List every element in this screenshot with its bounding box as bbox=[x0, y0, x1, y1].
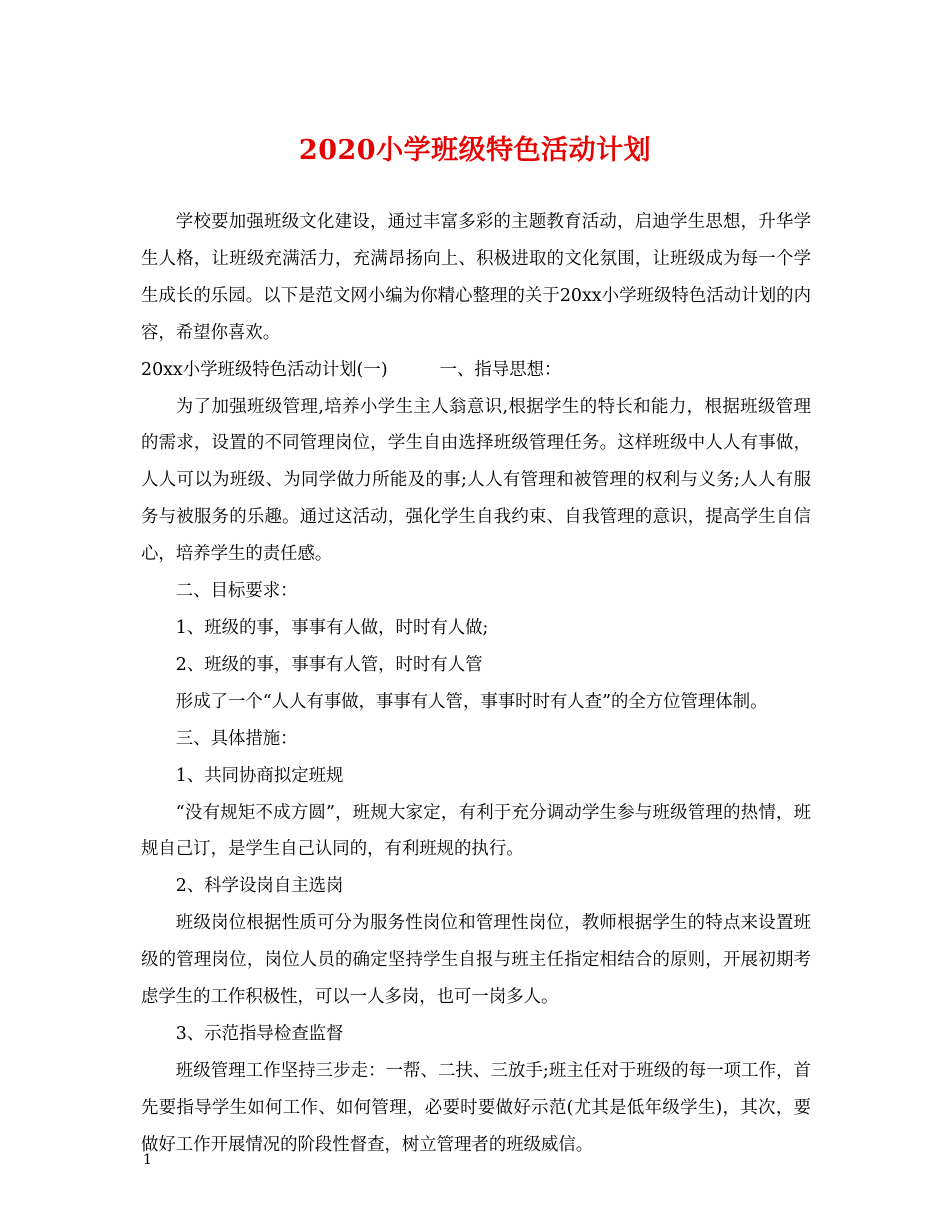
goal-summary: 形成了一个“人人有事做，事事有人管，事事时时有人查”的全方位管理体制。 bbox=[175, 691, 768, 712]
section3-heading: 三、具体措施： bbox=[175, 728, 298, 749]
measure1-paragraph: “没有规矩不成方圆”，班规大家定，有利于充分调动学生参与班级管理的热情，班规自己订，是学生自己认同的，有利班规的执行。 bbox=[141, 802, 811, 860]
measure2-paragraph: 班级岗位根据性质可分为服务性岗位和管理性岗位，教师根据学生的特点来设置班级的管理岗位，岗位人员的确定坚持学生自报与班主任指定相结合的原则，开展初期考虑学生的工作积极性，可以一人多岗，也可一岗多人。 bbox=[141, 913, 811, 1008]
document-body bbox=[141, 204, 811, 1164]
section2-heading: 二、目标要求： bbox=[175, 581, 298, 602]
page-number: 1 bbox=[143, 1152, 152, 1168]
measure3-heading: 3、示范指导检查监督 bbox=[175, 1023, 344, 1044]
plan-heading-line bbox=[141, 352, 811, 389]
goal-item-1: 1、班级的事，事事有人做，时时有人做; bbox=[175, 617, 489, 638]
measure1-heading: 1、共同协商拟定班规 bbox=[175, 765, 344, 786]
measure3-paragraph: 班级管理工作坚持三步走：一帮、二扶、三放手;班主任对于班级的每一项工作，首先要指导学生如何工作、如何管理，必要时要做好示范(尤其是低年级学生)，其次，要做好工作开展情况的阶段性督查，树立管理者的班级威信。 bbox=[141, 1060, 811, 1155]
section1-paragraph: 为了加强班级管理,培养小学生主人翁意识,根据学生的特长和能力，根据班级管理的需求，设置的不同管理岗位，学生自由选择班级管理任务。这样班级中人人有事做，人人可以为班级、为同学做力所能及的事;人人有管理和被管理的权利与义务;人人有服务与被服务的乐趣。通过这活动，强化学生自我约束、自我管理的意识，提高学生自信心，培养学生的责任感。 bbox=[141, 396, 811, 565]
document-title: 2020小学班级特色活动计划 bbox=[298, 135, 652, 166]
section1-heading: 一、指导思想： bbox=[439, 359, 562, 380]
goal-item-2: 2、班级的事，事事有人管，时时有人管 bbox=[175, 654, 483, 675]
plan-heading: 20xx小学班级特色活动计划(一) bbox=[141, 359, 388, 380]
measure2-heading: 2、科学设岗自主选岗 bbox=[175, 876, 344, 897]
intro-paragraph: 学校要加强班级文化建设，通过丰富多彩的主题教育活动，启迪学生思想，升华学生人格，让班级充满活力，充满昂扬向上、积极进取的文化氛围，让班级成为每一个学生成长的乐园。以下是范文网小编为你精心整理的关于20xx小学班级特色活动计划的内容，希望你喜欢。 bbox=[141, 212, 811, 343]
